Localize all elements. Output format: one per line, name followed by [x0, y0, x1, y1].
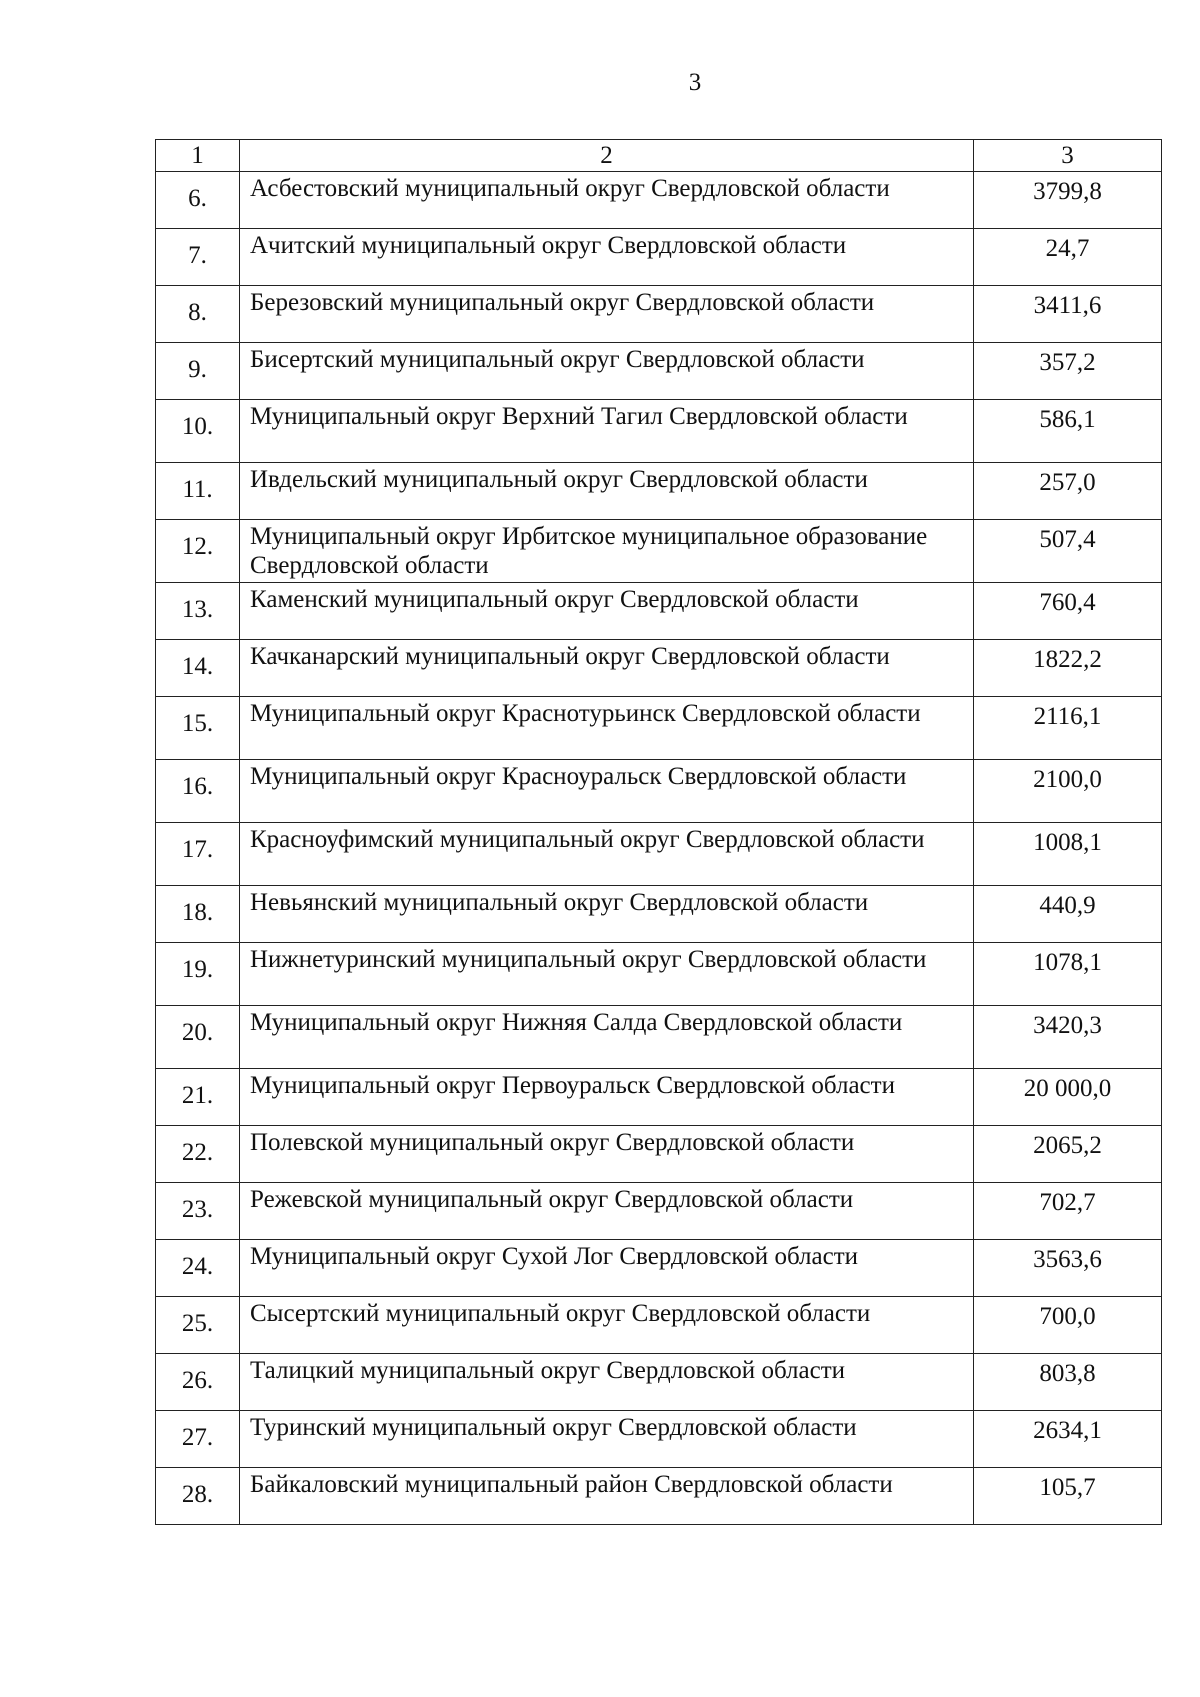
- table-row: [156, 943, 1162, 1006]
- row-number: 19.: [156, 943, 240, 1006]
- row-number: 17.: [156, 823, 240, 886]
- row-municipality-name: Муниципальный округ Сухой Лог Свердловской области: [240, 1240, 974, 1297]
- row-number: 9.: [156, 343, 240, 400]
- row-municipality-name: Ачитский муниципальный округ Свердловской области: [240, 229, 974, 286]
- row-number: 22.: [156, 1126, 240, 1183]
- table-row: [156, 823, 1162, 886]
- table-row: [156, 172, 1162, 229]
- row-number: 21.: [156, 1069, 240, 1126]
- row-amount: 3420,3: [974, 1006, 1162, 1069]
- row-amount: 20 000,0: [974, 1069, 1162, 1126]
- table-row: [156, 400, 1162, 463]
- row-number: 28.: [156, 1468, 240, 1525]
- row-amount: 760,4: [974, 583, 1162, 640]
- table-header-row: [156, 140, 1162, 172]
- table-row: [156, 463, 1162, 520]
- row-number: 23.: [156, 1183, 240, 1240]
- table-row: [156, 1069, 1162, 1126]
- table-row: [156, 640, 1162, 697]
- table-row: [156, 760, 1162, 823]
- data-table: [155, 139, 1162, 1525]
- page-number: 3: [688, 69, 702, 96]
- row-municipality-name: Каменский муниципальный округ Свердловской области: [240, 583, 974, 640]
- table-row: [156, 1411, 1162, 1468]
- row-municipality-name: Муниципальный округ Нижняя Салда Свердловской области: [240, 1006, 974, 1069]
- table-row: [156, 697, 1162, 760]
- table-row: [156, 886, 1162, 943]
- row-amount: 357,2: [974, 343, 1162, 400]
- table-row: [156, 1468, 1162, 1525]
- row-municipality-name: Сысертский муниципальный округ Свердловской области: [240, 1297, 974, 1354]
- row-municipality-name: Муниципальный округ Красноуральск Свердловской области: [240, 760, 974, 823]
- row-municipality-name: Березовский муниципальный округ Свердловской области: [240, 286, 974, 343]
- row-municipality-name: Качканарский муниципальный округ Свердловской области: [240, 640, 974, 697]
- row-municipality-name: Ивдельский муниципальный округ Свердловской области: [240, 463, 974, 520]
- row-number: 18.: [156, 886, 240, 943]
- row-number: 27.: [156, 1411, 240, 1468]
- row-number: 7.: [156, 229, 240, 286]
- table-row: [156, 1354, 1162, 1411]
- table-row: [156, 1240, 1162, 1297]
- row-amount: 2634,1: [974, 1411, 1162, 1468]
- row-municipality-name: Невьянский муниципальный округ Свердловской области: [240, 886, 974, 943]
- table-row: [156, 1126, 1162, 1183]
- row-amount: 24,7: [974, 229, 1162, 286]
- table-row: [156, 583, 1162, 640]
- row-amount: 700,0: [974, 1297, 1162, 1354]
- row-municipality-name: Асбестовский муниципальный округ Свердловской области: [240, 172, 974, 229]
- row-municipality-name: Талицкий муниципальный округ Свердловской области: [240, 1354, 974, 1411]
- row-amount: 257,0: [974, 463, 1162, 520]
- table-row: [156, 1006, 1162, 1069]
- row-municipality-name: Муниципальный округ Первоуральск Свердловской области: [240, 1069, 974, 1126]
- table-row: [156, 286, 1162, 343]
- row-number: 26.: [156, 1354, 240, 1411]
- table-row: [156, 229, 1162, 286]
- row-amount: 803,8: [974, 1354, 1162, 1411]
- row-amount: 1822,2: [974, 640, 1162, 697]
- row-municipality-name: Байкаловский муниципальный район Свердловской области: [240, 1468, 974, 1525]
- row-amount: 2065,2: [974, 1126, 1162, 1183]
- row-amount: 105,7: [974, 1468, 1162, 1525]
- row-amount: 3799,8: [974, 172, 1162, 229]
- row-amount: 2116,1: [974, 697, 1162, 760]
- row-municipality-name: Бисертский муниципальный округ Свердловской области: [240, 343, 974, 400]
- row-number: 25.: [156, 1297, 240, 1354]
- row-number: 24.: [156, 1240, 240, 1297]
- row-amount: 702,7: [974, 1183, 1162, 1240]
- row-number: 13.: [156, 583, 240, 640]
- row-municipality-name: Нижнетуринский муниципальный округ Свердловской области: [240, 943, 974, 1006]
- table-row: [156, 343, 1162, 400]
- row-number: 20.: [156, 1006, 240, 1069]
- row-number: 15.: [156, 697, 240, 760]
- row-municipality-name: Муниципальный округ Ирбитское муниципальное образование Свердловской области: [240, 520, 974, 583]
- row-amount: 2100,0: [974, 760, 1162, 823]
- row-amount: 586,1: [974, 400, 1162, 463]
- row-number: 10.: [156, 400, 240, 463]
- column-header-name: 2: [240, 140, 974, 172]
- column-header-value: 3: [974, 140, 1162, 172]
- row-amount: 3411,6: [974, 286, 1162, 343]
- row-municipality-name: Муниципальный округ Верхний Тагил Свердловской области: [240, 400, 974, 463]
- row-municipality-name: Муниципальный округ Краснотурьинск Свердловской области: [240, 697, 974, 760]
- row-amount: 507,4: [974, 520, 1162, 583]
- row-amount: 440,9: [974, 886, 1162, 943]
- table-row: [156, 520, 1162, 583]
- row-amount: 1078,1: [974, 943, 1162, 1006]
- row-municipality-name: Красноуфимский муниципальный округ Свердловской области: [240, 823, 974, 886]
- row-number: 16.: [156, 760, 240, 823]
- row-number: 11.: [156, 463, 240, 520]
- row-number: 8.: [156, 286, 240, 343]
- column-header-number: 1: [156, 140, 240, 172]
- row-amount: 3563,6: [974, 1240, 1162, 1297]
- row-number: 14.: [156, 640, 240, 697]
- table-row: [156, 1297, 1162, 1354]
- row-amount: 1008,1: [974, 823, 1162, 886]
- row-municipality-name: Полевской муниципальный округ Свердловской области: [240, 1126, 974, 1183]
- table-row: [156, 1183, 1162, 1240]
- row-municipality-name: Туринский муниципальный округ Свердловской области: [240, 1411, 974, 1468]
- row-number: 12.: [156, 520, 240, 583]
- row-municipality-name: Режевской муниципальный округ Свердловской области: [240, 1183, 974, 1240]
- row-number: 6.: [156, 172, 240, 229]
